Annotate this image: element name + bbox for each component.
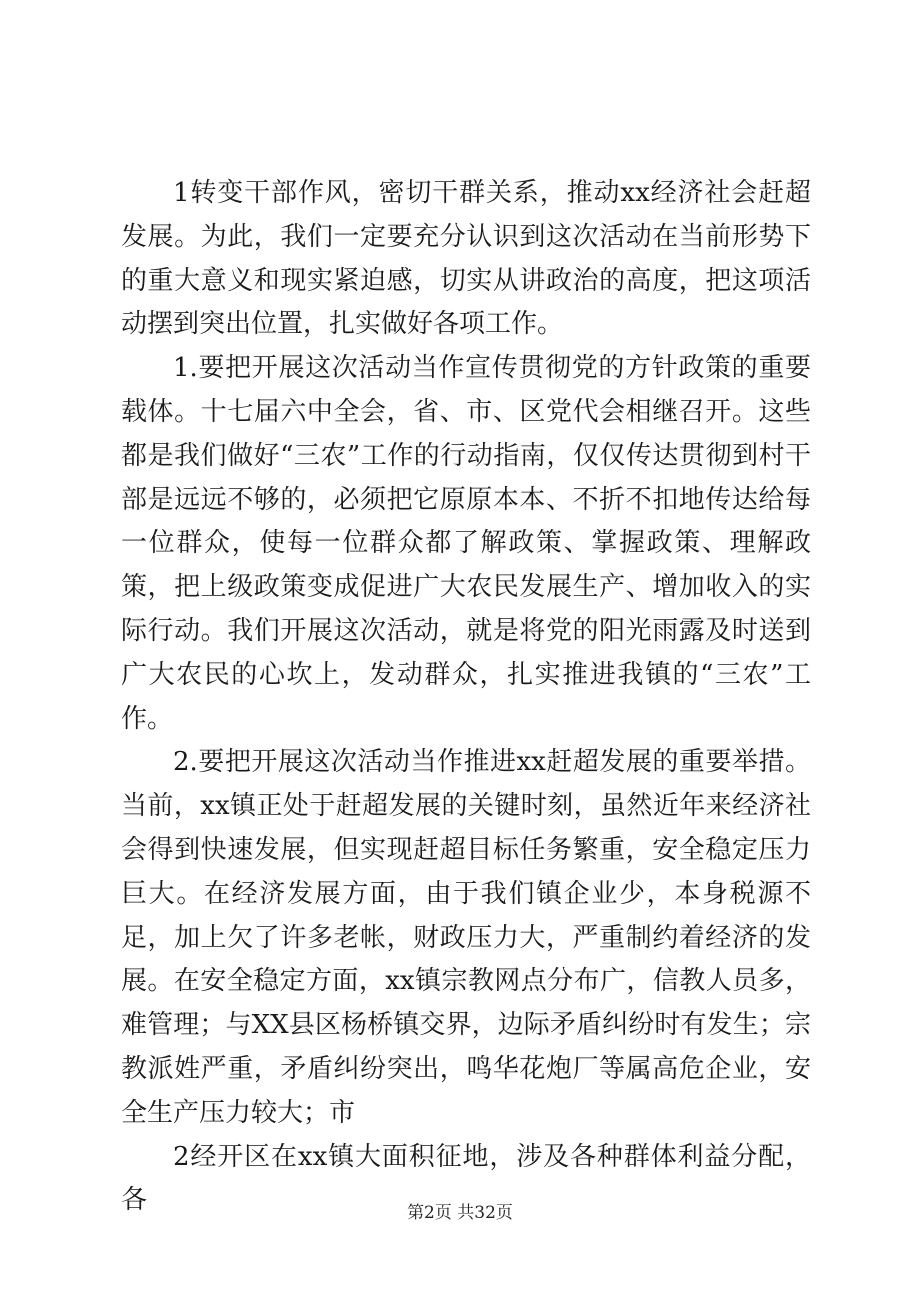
paragraph-2: 1.要把开展这次活动当作宣传贯彻党的方针政策的重要载体。十七届六中全会，省、市、区党代会相继召开。这些都是我们做好“三农”工作的行动指南，仅仅传达贯彻到村干部是远远不够的，必须把它原原本本、不折不扣地传达给每一位群众，使每一位群众都了解政策、掌握政策、理解政策，把上级政策变成促进广大农民发展生产、增加收入的实际行动。我们开展这次活动，就是将党的阳光雨露及时送到广大农民的心坎上，发动群众，扎实推进我镇的“三农”工作。 [121, 353, 811, 734]
page-number-footer: 第2页 共32页 [407, 1203, 513, 1223]
paragraph-4: 2经开区在xx镇大面积征地，涉及各种群体利益分配，各 [121, 1141, 811, 1216]
paragraph-1: 1转变干部作风，密切干群关系，推动xx经济社会赶超发展。为此，我们一定要充分认识到这次活动在当前形势下的重大意义和现实紧迫感，切实从讲政治的高度，把这项活动摆到突出位置，扎实做好各项工作。 [121, 178, 811, 340]
document-body [121, 172, 811, 1223]
paragraph-3: 2.要把开展这次活动当作推进xx赶超发展的重要举措。当前，xx镇正处于赶超发展的关键时刻，虽然近年来经济社会得到快速发展，但实现赶超目标任务繁重，安全稳定压力巨大。在经济发展方面，由于我们镇企业少，本身税源不足，加上欠了许多老帐，财政压力大，严重制约着经济的发展。在安全稳定方面，xx镇宗教网点分布广，信教人员多，难管理；与XX县区杨桥镇交界，边际矛盾纠纷时有发生；宗教派姓严重，矛盾纠纷突出，鸣华花炮厂等属高危企业，安全生产压力较大；市 [121, 747, 811, 1128]
